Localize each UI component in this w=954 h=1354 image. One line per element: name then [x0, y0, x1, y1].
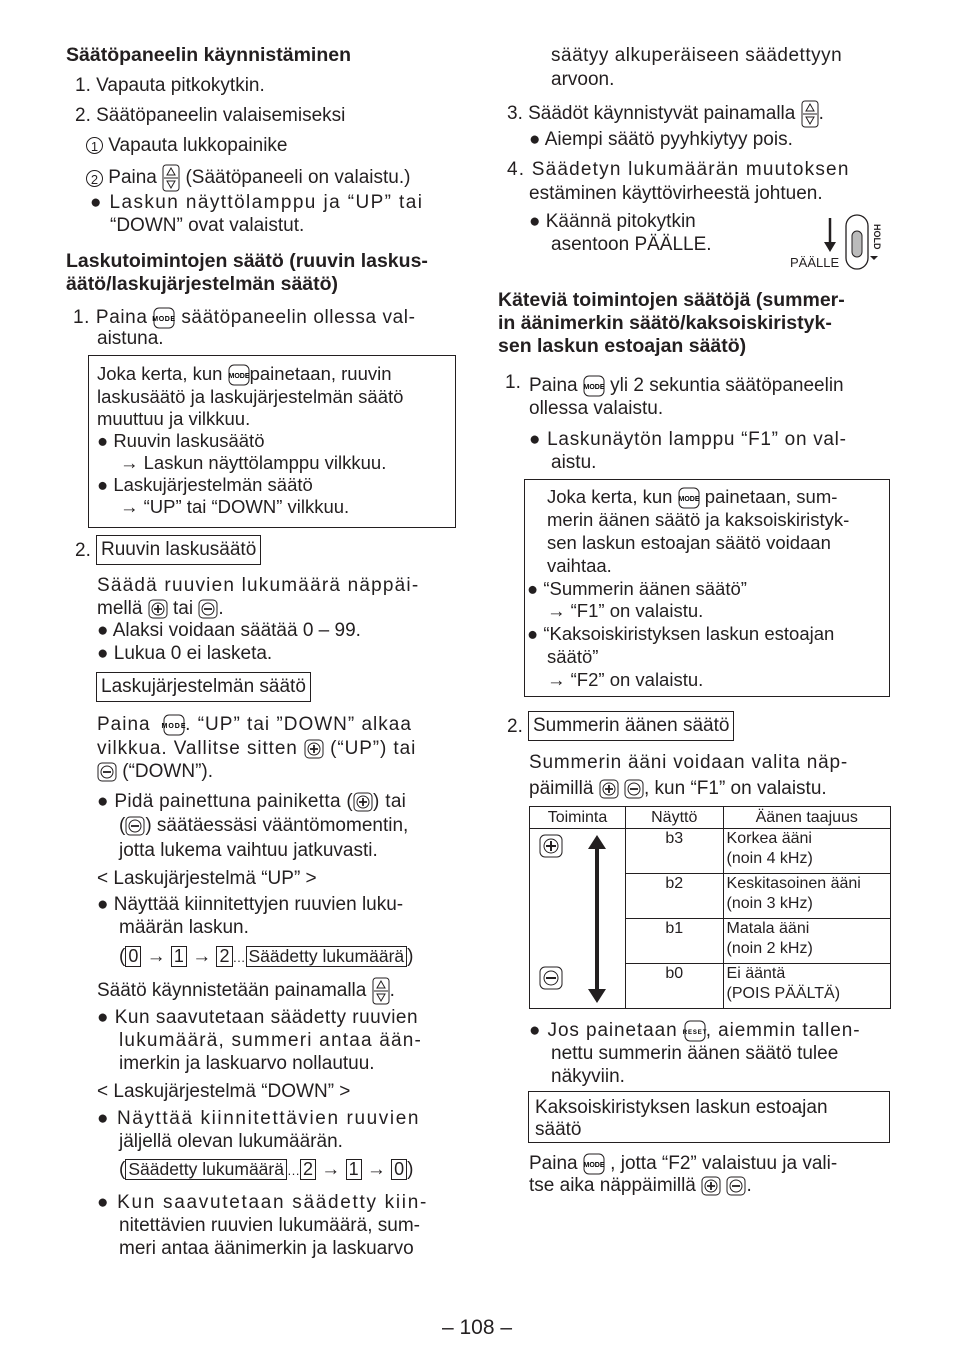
text-f2-a: [529, 1152, 837, 1175]
frequency-cell: [723, 919, 890, 964]
text: , jotta “F2” valaistuu ja vali-: [610, 1153, 838, 1174]
bullet-f1-a: ● Laskunäytön lamppu “F1” on val-: [529, 429, 847, 450]
text: muuttuu ja vilkkuu.: [97, 408, 251, 430]
section-heading-counting-a: Laskutoimintojen säätö (ruuvin laskus-: [66, 250, 428, 272]
text: (noin 4 kHz): [726, 850, 813, 867]
updown-icon: [801, 100, 819, 128]
text-screw-count-a: Säädä ruuvien lukumäärä näppäi-: [97, 575, 420, 596]
text: ) säätäessäsi vääntömomentin,: [145, 815, 409, 836]
reset-icon: [684, 1020, 706, 1042]
updown-icon: [372, 977, 390, 1005]
conv-step-1-b: ollessa valaistu.: [529, 398, 664, 419]
updown-icon: [162, 164, 180, 192]
mode-icon: [228, 364, 250, 386]
mode-icon: [163, 714, 185, 736]
down-heading: < Laskujärjestelmä “DOWN” >: [97, 1081, 351, 1102]
text: (noin 3 kHz): [726, 895, 813, 912]
conv-step-1-number: 1.: [505, 372, 521, 393]
up-bullet-c: ● Kun saavutetaan säädetty ruuvien: [97, 1007, 419, 1028]
up-bullet-b: määrän laskun.: [119, 917, 249, 938]
text-reset-b: arvoon.: [551, 69, 615, 90]
text: tse aika näppäimillä: [529, 1175, 696, 1196]
text: yli 2 sekuntia säätöpaneelin: [610, 375, 844, 396]
switch-label-hold: HOLD: [872, 224, 882, 250]
text: ● Pidä painettuna painiketta (: [97, 791, 354, 812]
text: 3. Säädöt käynnistyvät painamalla: [507, 103, 796, 125]
label-screw-count: Ruuvin laskusäätö: [96, 535, 261, 565]
text: vaihtaa.: [547, 554, 612, 576]
text: Ei ääntä: [726, 965, 786, 982]
text: Paina: [97, 714, 151, 735]
svg-text:MODE: MODE: [583, 1161, 605, 1169]
substep-1-text: Vapauta lukkopainike: [108, 135, 288, 156]
display-cell: b3: [625, 829, 723, 874]
minus-icon: [97, 762, 117, 782]
text: Korkea ääni: [726, 830, 812, 847]
text: mellä: [97, 598, 143, 619]
plus-icon: [701, 1176, 721, 1196]
down-bullet-e: meri antaa äänimerkin ja laskuarvo: [119, 1238, 414, 1259]
text-buzzer-a: Summerin ääni voidaan valita näp-: [529, 752, 848, 773]
frequency-cell: [723, 829, 890, 874]
plus-icon: [599, 779, 619, 799]
text: laskusäätö ja laskujärjestelmän säätö: [97, 386, 404, 408]
down-bullet-a: ● Näyttää kiinnitettävien ruuvien: [97, 1108, 421, 1129]
table-header: Toiminta: [530, 807, 626, 829]
text: painetaan, sum-: [704, 486, 838, 507]
step-2-number: 2.: [75, 540, 91, 561]
section-heading-convenience-b: in äänimerkin säätö/kaksoiskiristyk-: [498, 312, 832, 334]
dots: …: [232, 950, 246, 965]
text: 1. Paina: [73, 307, 148, 328]
text: ● Jos painetaan: [529, 1020, 678, 1041]
plus-icon: [148, 599, 168, 619]
up-bullet-d: lukumäärä, summeri antaa ään-: [119, 1030, 423, 1051]
text: (“DOWN”).: [122, 761, 214, 782]
minus-icon: [125, 816, 145, 836]
conv-step-1-a: [529, 374, 844, 397]
seq-label: Säädetty lukumäärä: [125, 1159, 287, 1180]
text: ● “Summerin äänen säätö”: [527, 577, 747, 599]
text: (POIS PÄÄLTÄ): [726, 985, 841, 1002]
bullet-range: ● Alaksi voidaan säätää 0 – 99.: [97, 620, 361, 641]
display-cell: b0: [625, 964, 723, 1009]
text-reset-a: säätyy alkuperäiseen säädettyyn: [551, 45, 843, 66]
table-header-row: [530, 807, 891, 829]
svg-text:RESET: RESET: [682, 1029, 708, 1036]
switch-label-on: PÄÄLLE: [790, 255, 840, 270]
buzzer-table: [529, 806, 891, 1009]
seq-digit: 1: [346, 1159, 362, 1180]
text-count-system-c: [97, 760, 213, 783]
text: . “UP” tai ”DOWN” alkaa: [185, 714, 412, 735]
bullet-f1-b: aistu.: [551, 452, 597, 473]
label-double-tighten-a: Kaksoiskiristyksen laskun estoajan: [535, 1097, 828, 1118]
text: ● Laskujärjestelmän säätö: [97, 474, 313, 496]
text: painetaan, ruuvin: [249, 363, 392, 384]
mode-icon: [583, 375, 605, 397]
text: Joka kerta, kun: [547, 486, 673, 507]
text: (: [119, 815, 126, 836]
text: → “F2” on valaistu.: [547, 668, 704, 690]
svg-text:MODE: MODE: [583, 383, 605, 391]
table-row: [530, 829, 891, 874]
frequency-cell: [723, 874, 890, 919]
text: , kun “F1” on valaistu.: [643, 778, 827, 799]
substep-2: [86, 164, 410, 192]
text-f2-b: tse aika näppäimillä .: [529, 1175, 752, 1196]
table-header: Näyttö: [625, 807, 723, 829]
up-bullet-a: ● Näyttää kiinnitettyjen ruuvien luku-: [97, 894, 404, 915]
text: → “UP” tai “DOWN” vilkkuu.: [120, 496, 350, 518]
text: ) tai: [373, 791, 407, 812]
substep-1: [86, 134, 288, 157]
text: → Laskun näyttölamppu vilkkuu.: [120, 452, 387, 474]
svg-text:MODE: MODE: [161, 722, 187, 730]
text: → “F1” on valaistu.: [547, 600, 704, 622]
text: säätö”: [547, 645, 599, 667]
svg-text:MODE: MODE: [152, 315, 177, 323]
bullet-switch-a: ● Käännä pitokytkin: [529, 211, 696, 232]
hold-switch-illustration: [790, 212, 882, 282]
seq-digit: 2: [300, 1159, 316, 1180]
start-text: Säätö käynnistetään painamalla .: [97, 977, 395, 1005]
text-buzzer-b: [529, 777, 827, 800]
substep-2-text-a: Paina: [108, 167, 157, 189]
bullet-switch-b: asentoon PÄÄLLE.: [551, 234, 712, 255]
text: Paina: [529, 1153, 578, 1174]
text: Matala ääni: [726, 920, 810, 937]
seq-digit: 2: [216, 946, 232, 967]
down-bullet-d: nitettävien ruuvien lukumäärä, sum-: [119, 1215, 420, 1236]
plus-icon: [304, 739, 324, 759]
section-heading-counting-b: äätö/laskujärjestelmän säätö): [66, 273, 339, 295]
frequency-cell: [723, 964, 890, 1009]
text: (noin 2 kHz): [726, 940, 813, 957]
bullet-reset-c: näkyviin.: [551, 1066, 625, 1087]
table-header: Äänen taajuus: [723, 807, 890, 829]
section-heading-start: Säätöpaneelin käynnistäminen: [66, 44, 352, 66]
step-2: 2. Säätöpaneelin valaisemiseksi: [75, 105, 346, 126]
step-4-b: estäminen käyttövirheestä johtuen.: [529, 183, 823, 204]
text: sen laskun estoajan säätö voidaan: [547, 531, 831, 553]
text: ● Ruuvin laskusäätö: [97, 430, 265, 452]
mode-icon: [678, 487, 700, 509]
section-heading-convenience-c: sen laskun estoajan säätö): [498, 335, 747, 357]
sequence-down: ( Säädetty lukumäärä … 2 → 1 → 0 ): [119, 1159, 414, 1180]
bullet-hold-c: jotta lukema vaihtuu jatkuvasti.: [119, 840, 378, 861]
substep-2-text-b: (Säätöpaneeli on valaistu.): [185, 167, 411, 189]
svg-text:MODE: MODE: [678, 496, 700, 504]
text: Paina: [529, 375, 578, 396]
updown-arrow-graphic: [530, 829, 622, 1007]
seq-digit: 1: [171, 946, 187, 967]
text: Joka kerta, kun: [97, 363, 223, 384]
down-bullet-b: jäljellä olevan lukumäärän.: [119, 1131, 343, 1152]
number-circle: 2: [86, 170, 103, 187]
bullet-reset-a: [529, 1019, 860, 1042]
bullet-lamp-1: ● Laskun näyttölamppu ja “UP” tai: [90, 192, 424, 213]
up-heading: < Laskujärjestelmä “UP” >: [97, 868, 317, 889]
step-4-a: 4. Säädetyn lukumäärän muutoksen: [507, 159, 850, 180]
up-bullet-e: imerkin ja laskuarvo nollautuu.: [119, 1053, 375, 1074]
text: tai: [172, 598, 194, 619]
plus-icon: [353, 792, 373, 812]
page-number: – 108 –: [441, 1316, 513, 1339]
step-1: 1. Vapauta pitkokytkin.: [75, 75, 265, 96]
text-count-system-b: [97, 737, 416, 760]
minus-icon: [198, 599, 218, 619]
minus-icon: [726, 1176, 746, 1196]
text: Keskitasoinen ääni: [726, 875, 861, 892]
display-cell: b1: [625, 919, 723, 964]
text: ● “Kaksoiskiristyksen laskun estoajan: [527, 623, 835, 645]
bullet-reset-b: nettu summerin äänen säätö tulee: [551, 1043, 839, 1064]
mode-icon: [583, 1153, 605, 1175]
sequence-up: ( 0 → 1 → 2 … Säädetty lukumäärä ): [119, 946, 414, 967]
mode-icon: [153, 307, 175, 329]
counting-step-1-cont: aistuna.: [97, 328, 164, 349]
text: (“UP”) tai: [330, 738, 417, 759]
bullet-hold-b: [119, 814, 408, 837]
conv-step-2-number: 2.: [507, 716, 523, 737]
svg-text:MODE: MODE: [228, 373, 250, 381]
step-3: 3. Säädöt käynnistyvät painamalla .: [507, 100, 824, 128]
section-heading-convenience-a: Käteviä toimintojen säätöjä (summer-: [498, 289, 845, 311]
down-bullet-c: ● Kun saavutetaan säädetty kiin-: [97, 1192, 428, 1213]
text-count-system-a: [97, 713, 412, 736]
counting-step-1: [73, 306, 416, 329]
info-box-convenience-content: [527, 486, 849, 691]
text: päimillä: [529, 778, 594, 799]
label-double-tighten-b: säätö: [535, 1119, 582, 1140]
text: merin äänen säätö ja kaksoiskiristyk-: [547, 509, 850, 531]
seq-digit: 0: [125, 946, 141, 967]
bullet-hold-a: [97, 790, 406, 813]
label-buzzer: Summerin äänen säätö: [528, 711, 734, 741]
text: säätöpaneelin ollessa val-: [181, 307, 416, 328]
operation-cell: [530, 829, 626, 1009]
seq-digit: 0: [391, 1159, 407, 1180]
info-box-mode-content: [97, 363, 403, 518]
bullet-zero: ● Lukua 0 ei lasketa.: [97, 643, 273, 664]
number-circle: 1: [86, 137, 103, 154]
bullet-erase: ● Aiempi säätö pyyhkiytyy pois.: [529, 129, 793, 150]
text: vilkkua. Vallitse sitten: [97, 738, 298, 759]
label-count-system: Laskujärjestelmän säätö: [96, 672, 311, 702]
display-cell: b2: [625, 874, 723, 919]
text-screw-count-b: mellä tai .: [97, 598, 224, 619]
minus-icon: [624, 779, 644, 799]
text: Säätö käynnistetään painamalla: [97, 980, 367, 1002]
dots: …: [286, 1163, 300, 1178]
text: , aiemmin tallen-: [705, 1020, 861, 1041]
seq-label: Säädetty lukumäärä: [246, 946, 408, 967]
bullet-lamp-2: “DOWN” ovat valaistut.: [110, 215, 305, 236]
